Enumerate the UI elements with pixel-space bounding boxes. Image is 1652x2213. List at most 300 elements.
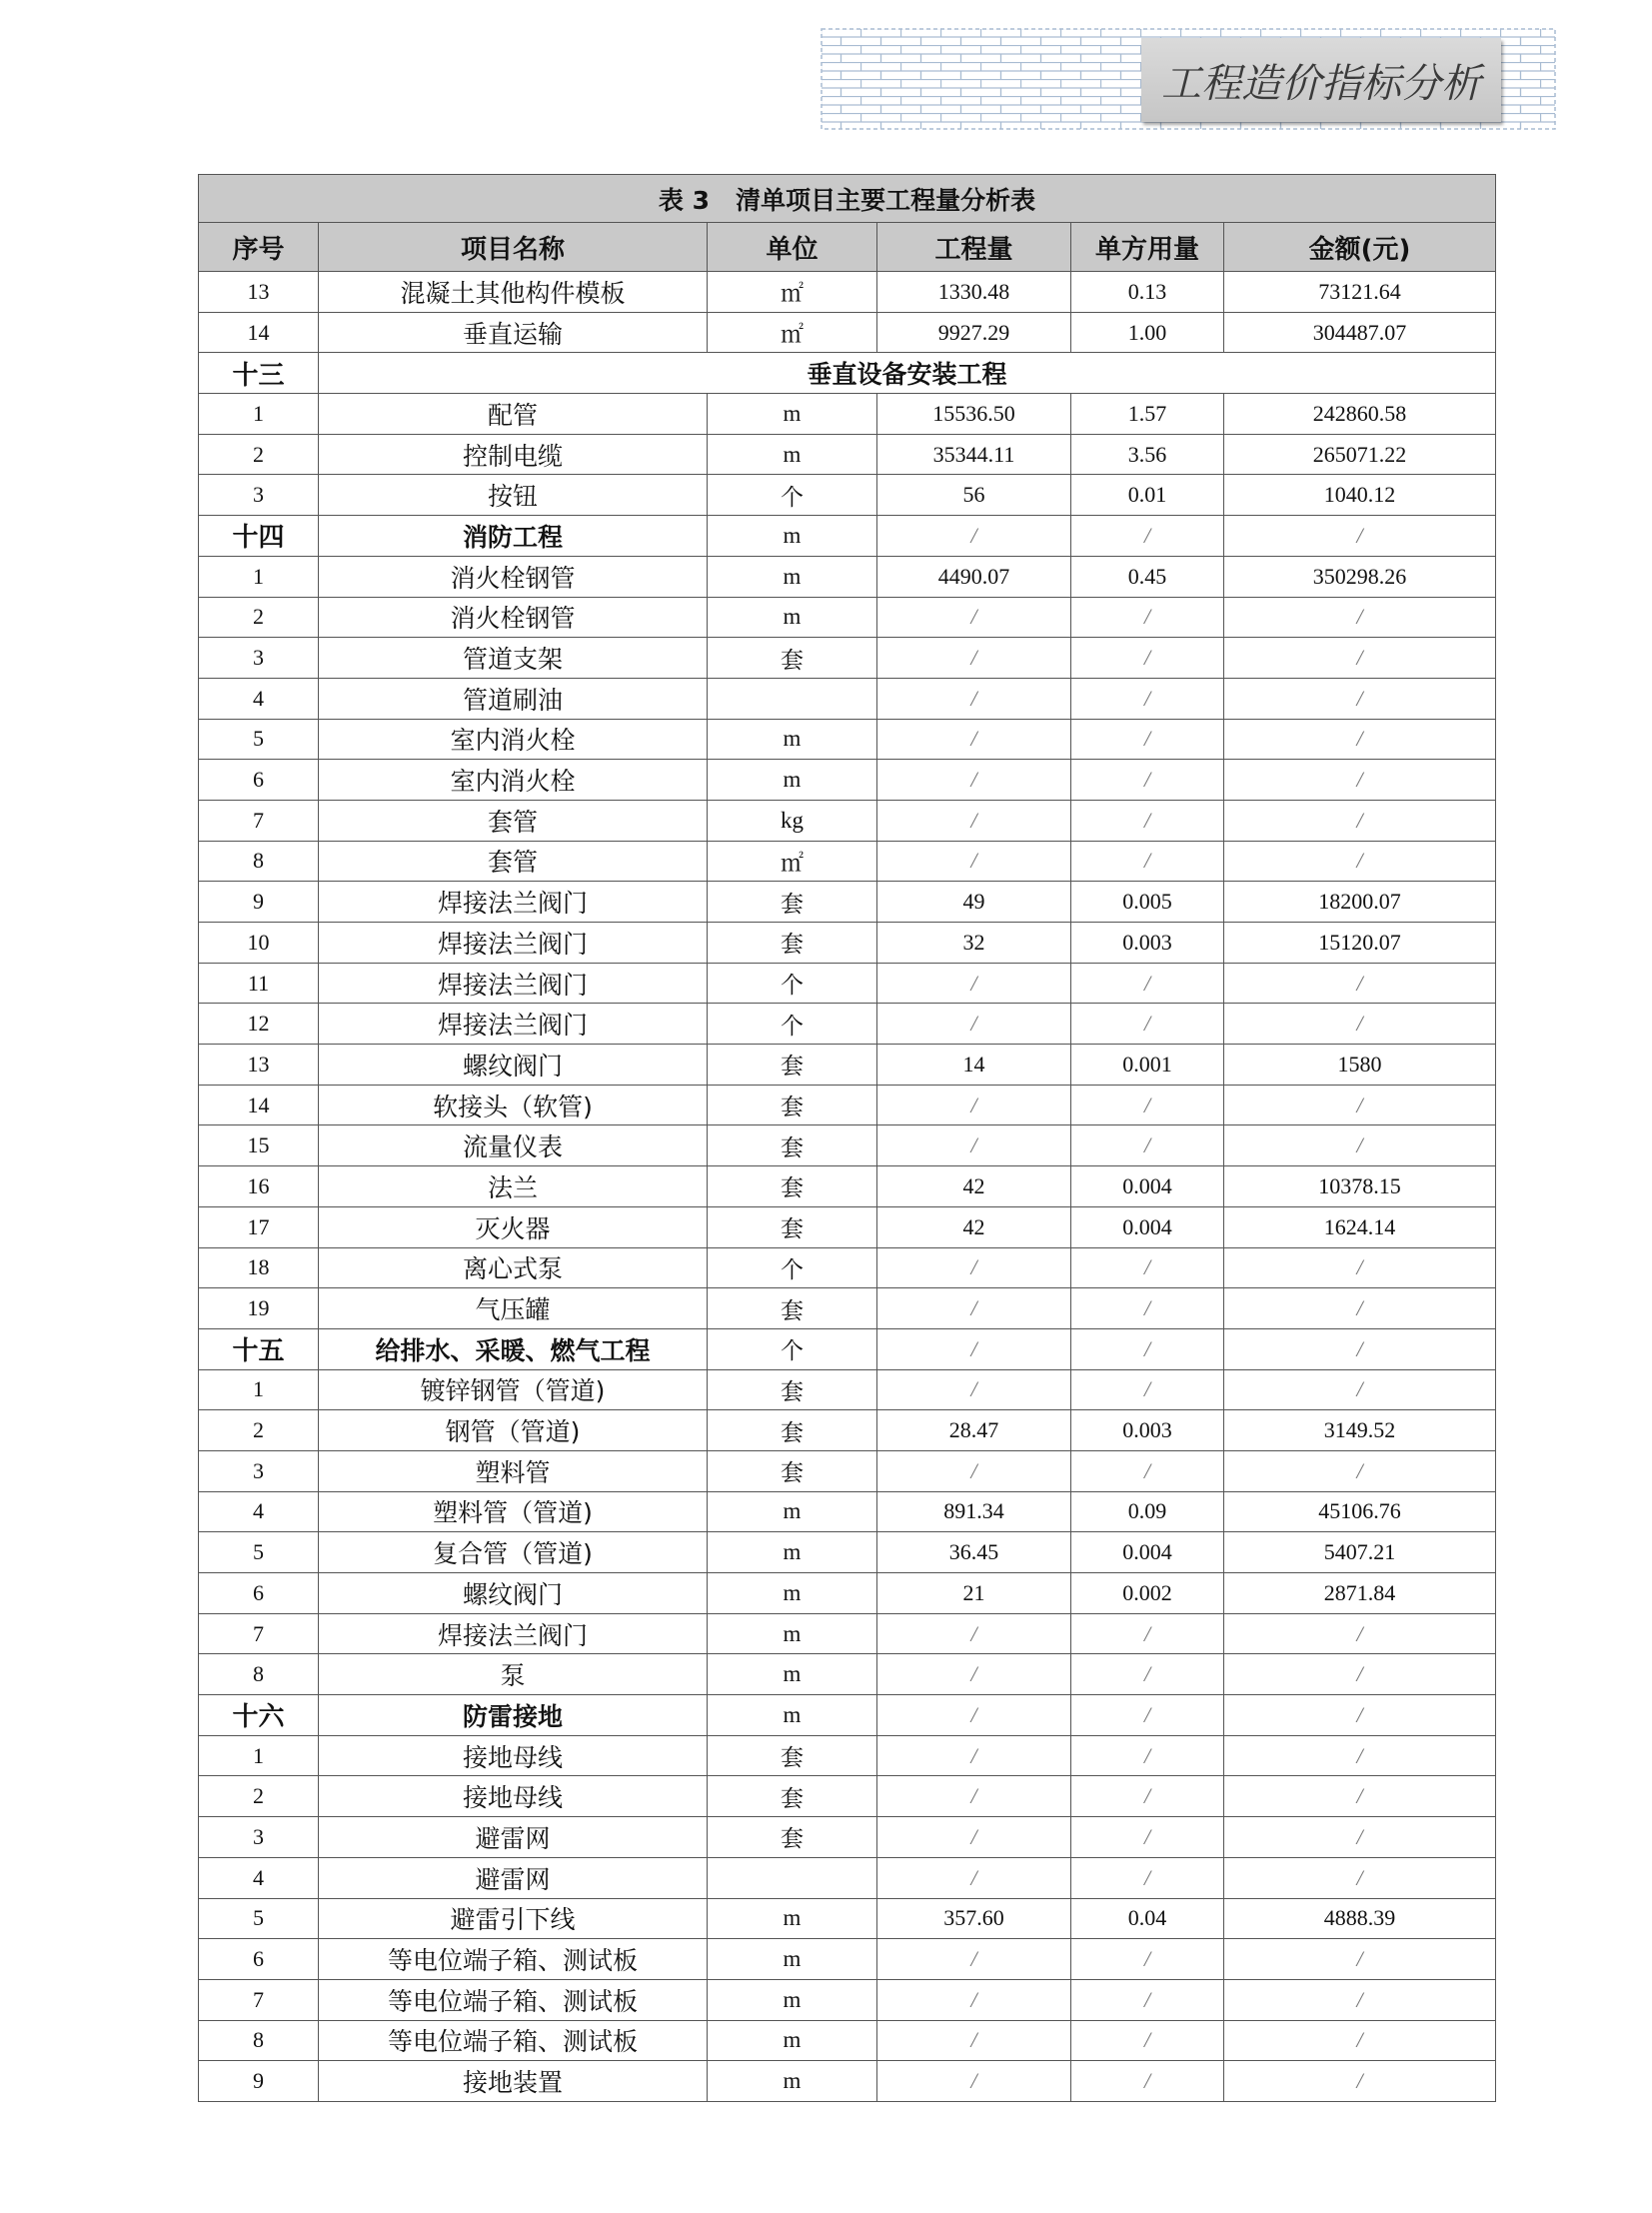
per-unit-cell: / bbox=[1071, 1247, 1224, 1288]
seq-cell: 3 bbox=[199, 1450, 319, 1491]
name-cell: 混凝土其他构件模板 bbox=[319, 272, 708, 313]
seq-cell: 1 bbox=[199, 1369, 319, 1410]
name-cell: 接地装置 bbox=[319, 2061, 708, 2102]
name-cell: 配管 bbox=[319, 394, 708, 435]
table-row bbox=[199, 434, 1496, 475]
name-cell: 接地母线 bbox=[319, 1735, 708, 1776]
unit-cell: 套 bbox=[708, 638, 877, 679]
per-unit-cell: 0.002 bbox=[1071, 1573, 1224, 1614]
unit-cell: 套 bbox=[708, 1410, 877, 1451]
per-unit-cell: / bbox=[1071, 1939, 1224, 1980]
name-cell: 消火栓钢管 bbox=[319, 556, 708, 597]
name-cell: 等电位端子箱、测试板 bbox=[319, 1979, 708, 2020]
quantity-cell: 35344.11 bbox=[877, 434, 1071, 475]
quantity-cell: / bbox=[877, 1450, 1071, 1491]
seq-cell: 1 bbox=[199, 556, 319, 597]
amount-cell: 15120.07 bbox=[1224, 923, 1496, 964]
per-unit-cell: 1.57 bbox=[1071, 394, 1224, 435]
seq-cell: 7 bbox=[199, 1613, 319, 1654]
seq-cell: 1 bbox=[199, 1735, 319, 1776]
name-cell: 塑料管（管道) bbox=[319, 1491, 708, 1532]
quantity-cell: / bbox=[877, 597, 1071, 638]
seq-cell: 10 bbox=[199, 923, 319, 964]
seq-cell: 4 bbox=[199, 1491, 319, 1532]
amount-cell: / bbox=[1224, 1369, 1496, 1410]
quantity-cell: / bbox=[877, 1979, 1071, 2020]
amount-cell: 45106.76 bbox=[1224, 1491, 1496, 1532]
seq-cell: 5 bbox=[199, 719, 319, 760]
amount-cell: / bbox=[1224, 800, 1496, 841]
unit-cell: m bbox=[708, 394, 877, 435]
table-row bbox=[199, 1532, 1496, 1573]
table-row bbox=[199, 2061, 1496, 2102]
table-row bbox=[199, 1613, 1496, 1654]
seq-cell: 十三 bbox=[199, 353, 319, 394]
per-unit-cell: 3.56 bbox=[1071, 434, 1224, 475]
per-unit-cell: 0.003 bbox=[1071, 923, 1224, 964]
seq-cell: 8 bbox=[199, 841, 319, 882]
name-cell: 焊接法兰阀门 bbox=[319, 1004, 708, 1045]
seq-cell: 十五 bbox=[199, 1328, 319, 1369]
column-header-amount: 金额(元) bbox=[1224, 223, 1496, 272]
seq-cell: 4 bbox=[199, 1857, 319, 1898]
table-caption: 表 3 清单项目主要工程量分析表 bbox=[199, 175, 1496, 223]
unit-cell: kg bbox=[708, 800, 877, 841]
section-row bbox=[199, 516, 1496, 557]
unit-cell: 个 bbox=[708, 1247, 877, 1288]
quantity-analysis-table bbox=[198, 174, 1496, 2102]
name-cell: 套管 bbox=[319, 841, 708, 882]
seq-cell: 5 bbox=[199, 1532, 319, 1573]
quantity-cell: / bbox=[877, 1857, 1071, 1898]
per-unit-cell: 0.003 bbox=[1071, 1410, 1224, 1451]
seq-cell: 15 bbox=[199, 1125, 319, 1166]
name-cell: 消防工程 bbox=[319, 516, 708, 557]
table-row bbox=[199, 1247, 1496, 1288]
per-unit-cell: 0.45 bbox=[1071, 556, 1224, 597]
unit-cell: m bbox=[708, 719, 877, 760]
per-unit-cell: / bbox=[1071, 1979, 1224, 2020]
quantity-cell: / bbox=[877, 1654, 1071, 1695]
amount-cell: / bbox=[1224, 1125, 1496, 1166]
name-cell: 控制电缆 bbox=[319, 434, 708, 475]
unit-cell: m bbox=[708, 2061, 877, 2102]
unit-cell: 套 bbox=[708, 1166, 877, 1207]
per-unit-cell: / bbox=[1071, 1695, 1224, 1736]
column-header-seq: 序号 bbox=[199, 223, 319, 272]
amount-cell: / bbox=[1224, 2020, 1496, 2061]
unit-cell: 套 bbox=[708, 1288, 877, 1329]
table-row bbox=[199, 1735, 1496, 1776]
quantity-cell: 9927.29 bbox=[877, 312, 1071, 353]
per-unit-cell: / bbox=[1071, 597, 1224, 638]
table-row bbox=[199, 597, 1496, 638]
per-unit-cell: 0.001 bbox=[1071, 1045, 1224, 1086]
table-row bbox=[199, 841, 1496, 882]
per-unit-cell: / bbox=[1071, 1613, 1224, 1654]
table-row bbox=[199, 638, 1496, 679]
seq-cell: 16 bbox=[199, 1166, 319, 1207]
quantity-cell: 891.34 bbox=[877, 1491, 1071, 1532]
quantity-cell: / bbox=[877, 963, 1071, 1004]
unit-cell: ㎡ bbox=[708, 272, 877, 313]
per-unit-cell: / bbox=[1071, 1288, 1224, 1329]
table-row bbox=[199, 923, 1496, 964]
quantity-cell: / bbox=[877, 1939, 1071, 1980]
per-unit-cell: / bbox=[1071, 800, 1224, 841]
name-cell: 气压罐 bbox=[319, 1288, 708, 1329]
unit-cell: 套 bbox=[708, 1817, 877, 1858]
seq-cell: 13 bbox=[199, 1045, 319, 1086]
seq-cell: 18 bbox=[199, 1247, 319, 1288]
quantity-cell: / bbox=[877, 1125, 1071, 1166]
quantity-cell: 32 bbox=[877, 923, 1071, 964]
name-cell: 室内消火栓 bbox=[319, 760, 708, 801]
seq-cell: 2 bbox=[199, 434, 319, 475]
seq-cell: 十六 bbox=[199, 1695, 319, 1736]
amount-cell: 1040.12 bbox=[1224, 475, 1496, 516]
per-unit-cell: / bbox=[1071, 719, 1224, 760]
per-unit-cell: / bbox=[1071, 678, 1224, 719]
unit-cell: 个 bbox=[708, 1004, 877, 1045]
seq-cell: 6 bbox=[199, 1573, 319, 1614]
quantity-cell: 21 bbox=[877, 1573, 1071, 1614]
seq-cell: 12 bbox=[199, 1004, 319, 1045]
section-title-cell: 垂直设备安装工程 bbox=[319, 353, 1496, 394]
unit-cell: 套 bbox=[708, 882, 877, 923]
table-caption-row bbox=[199, 175, 1496, 223]
table-row bbox=[199, 1410, 1496, 1451]
amount-cell: / bbox=[1224, 638, 1496, 679]
quantity-cell: 56 bbox=[877, 475, 1071, 516]
unit-cell: m bbox=[708, 1532, 877, 1573]
table-header-row bbox=[199, 223, 1496, 272]
amount-cell: / bbox=[1224, 1004, 1496, 1045]
table-row bbox=[199, 1857, 1496, 1898]
table-row bbox=[199, 272, 1496, 313]
name-cell: 接地母线 bbox=[319, 1776, 708, 1817]
quantity-cell: 4490.07 bbox=[877, 556, 1071, 597]
amount-cell: / bbox=[1224, 1979, 1496, 2020]
table-body bbox=[199, 272, 1496, 2102]
amount-cell: 1624.14 bbox=[1224, 1206, 1496, 1247]
table-row bbox=[199, 1450, 1496, 1491]
quantity-cell: / bbox=[877, 1817, 1071, 1858]
table-row bbox=[199, 1898, 1496, 1939]
amount-cell: / bbox=[1224, 516, 1496, 557]
amount-cell: / bbox=[1224, 1735, 1496, 1776]
name-cell: 管道支架 bbox=[319, 638, 708, 679]
unit-cell: m bbox=[708, 1613, 877, 1654]
seq-cell: 8 bbox=[199, 2020, 319, 2061]
column-header-quantity: 工程量 bbox=[877, 223, 1071, 272]
seq-cell: 7 bbox=[199, 1979, 319, 2020]
name-cell: 避雷引下线 bbox=[319, 1898, 708, 1939]
amount-cell: 4888.39 bbox=[1224, 1898, 1496, 1939]
quantity-cell: / bbox=[877, 800, 1071, 841]
amount-cell: 3149.52 bbox=[1224, 1410, 1496, 1451]
banner-title: 工程造价指标分析 bbox=[1161, 60, 1481, 107]
amount-cell: 5407.21 bbox=[1224, 1532, 1496, 1573]
unit-cell: 套 bbox=[708, 1735, 877, 1776]
quantity-cell: 42 bbox=[877, 1206, 1071, 1247]
per-unit-cell: 0.005 bbox=[1071, 882, 1224, 923]
amount-cell: / bbox=[1224, 841, 1496, 882]
seq-cell: 7 bbox=[199, 800, 319, 841]
unit-cell: m bbox=[708, 556, 877, 597]
seq-cell: 5 bbox=[199, 1898, 319, 1939]
quantity-cell: / bbox=[877, 1735, 1071, 1776]
amount-cell: / bbox=[1224, 678, 1496, 719]
name-cell: 软接头（软管) bbox=[319, 1085, 708, 1125]
table-row bbox=[199, 1369, 1496, 1410]
amount-cell: 265071.22 bbox=[1224, 434, 1496, 475]
table-row bbox=[199, 1654, 1496, 1695]
table-row bbox=[199, 312, 1496, 353]
quantity-cell: / bbox=[877, 1776, 1071, 1817]
table-row bbox=[199, 1817, 1496, 1858]
unit-cell: m bbox=[708, 2020, 877, 2061]
amount-cell: 242860.58 bbox=[1224, 394, 1496, 435]
quantity-cell: 14 bbox=[877, 1045, 1071, 1086]
quantity-cell: 42 bbox=[877, 1166, 1071, 1207]
name-cell: 法兰 bbox=[319, 1166, 708, 1207]
name-cell: 流量仪表 bbox=[319, 1125, 708, 1166]
name-cell: 等电位端子箱、测试板 bbox=[319, 2020, 708, 2061]
seq-cell: 11 bbox=[199, 963, 319, 1004]
amount-cell: / bbox=[1224, 1857, 1496, 1898]
name-cell: 给排水、采暖、燃气工程 bbox=[319, 1328, 708, 1369]
seq-cell: 十四 bbox=[199, 516, 319, 557]
quantity-cell: / bbox=[877, 1695, 1071, 1736]
unit-cell bbox=[708, 1857, 877, 1898]
quantity-cell: / bbox=[877, 516, 1071, 557]
quantity-cell: / bbox=[877, 1004, 1071, 1045]
section-row bbox=[199, 353, 1496, 394]
column-header-per-unit: 单方用量 bbox=[1071, 223, 1224, 272]
name-cell: 复合管（管道) bbox=[319, 1532, 708, 1573]
per-unit-cell: 0.004 bbox=[1071, 1532, 1224, 1573]
per-unit-cell: / bbox=[1071, 1369, 1224, 1410]
unit-cell: 个 bbox=[708, 1328, 877, 1369]
unit-cell: 套 bbox=[708, 1045, 877, 1086]
unit-cell: m bbox=[708, 760, 877, 801]
quantity-cell: 15536.50 bbox=[877, 394, 1071, 435]
per-unit-cell: / bbox=[1071, 2020, 1224, 2061]
quantity-cell: / bbox=[877, 1369, 1071, 1410]
quantity-cell: / bbox=[877, 1085, 1071, 1125]
quantity-cell: / bbox=[877, 638, 1071, 679]
column-header-unit: 单位 bbox=[708, 223, 877, 272]
amount-cell: / bbox=[1224, 2061, 1496, 2102]
table-row bbox=[199, 2020, 1496, 2061]
unit-cell: m bbox=[708, 1654, 877, 1695]
seq-cell: 3 bbox=[199, 1817, 319, 1858]
per-unit-cell: / bbox=[1071, 1328, 1224, 1369]
unit-cell: 套 bbox=[708, 1125, 877, 1166]
per-unit-cell: / bbox=[1071, 1654, 1224, 1695]
amount-cell: / bbox=[1224, 1613, 1496, 1654]
table-row bbox=[199, 1776, 1496, 1817]
per-unit-cell: / bbox=[1071, 638, 1224, 679]
per-unit-cell: / bbox=[1071, 841, 1224, 882]
amount-cell: 10378.15 bbox=[1224, 1166, 1496, 1207]
unit-cell: 套 bbox=[708, 1450, 877, 1491]
amount-cell: / bbox=[1224, 963, 1496, 1004]
per-unit-cell: / bbox=[1071, 1817, 1224, 1858]
header-banner bbox=[821, 28, 1556, 130]
seq-cell: 9 bbox=[199, 2061, 319, 2102]
per-unit-cell: / bbox=[1071, 1085, 1224, 1125]
per-unit-cell: / bbox=[1071, 1857, 1224, 1898]
amount-cell: 304487.07 bbox=[1224, 312, 1496, 353]
seq-cell: 4 bbox=[199, 678, 319, 719]
per-unit-cell: 0.13 bbox=[1071, 272, 1224, 313]
seq-cell: 2 bbox=[199, 1776, 319, 1817]
seq-cell: 14 bbox=[199, 312, 319, 353]
amount-cell: / bbox=[1224, 1450, 1496, 1491]
unit-cell: m bbox=[708, 434, 877, 475]
quantity-cell: / bbox=[877, 678, 1071, 719]
amount-cell: / bbox=[1224, 1085, 1496, 1125]
unit-cell: 个 bbox=[708, 475, 877, 516]
quantity-cell: / bbox=[877, 1613, 1071, 1654]
amount-cell: / bbox=[1224, 1247, 1496, 1288]
quantity-cell: 1330.48 bbox=[877, 272, 1071, 313]
table-row bbox=[199, 678, 1496, 719]
banner-title-box bbox=[1141, 38, 1501, 122]
table-row bbox=[199, 882, 1496, 923]
amount-cell: / bbox=[1224, 597, 1496, 638]
table-row bbox=[199, 719, 1496, 760]
quantity-cell: / bbox=[877, 1328, 1071, 1369]
amount-cell: 350298.26 bbox=[1224, 556, 1496, 597]
table-row bbox=[199, 1085, 1496, 1125]
unit-cell: ㎡ bbox=[708, 312, 877, 353]
amount-cell: / bbox=[1224, 1288, 1496, 1329]
amount-cell: / bbox=[1224, 1817, 1496, 1858]
quantity-cell: / bbox=[877, 1247, 1071, 1288]
per-unit-cell: / bbox=[1071, 1004, 1224, 1045]
name-cell: 钢管（管道) bbox=[319, 1410, 708, 1451]
unit-cell: 套 bbox=[708, 1369, 877, 1410]
seq-cell: 2 bbox=[199, 1410, 319, 1451]
quantity-cell: / bbox=[877, 2020, 1071, 2061]
table-row bbox=[199, 394, 1496, 435]
per-unit-cell: / bbox=[1071, 1776, 1224, 1817]
unit-cell: 套 bbox=[708, 1085, 877, 1125]
quantity-cell: 36.45 bbox=[877, 1532, 1071, 1573]
seq-cell: 3 bbox=[199, 475, 319, 516]
name-cell: 室内消火栓 bbox=[319, 719, 708, 760]
section-row bbox=[199, 1695, 1496, 1736]
name-cell: 管道刷油 bbox=[319, 678, 708, 719]
amount-cell: / bbox=[1224, 760, 1496, 801]
unit-cell: m bbox=[708, 1979, 877, 2020]
name-cell: 焊接法兰阀门 bbox=[319, 1613, 708, 1654]
quantity-cell: / bbox=[877, 841, 1071, 882]
per-unit-cell: 1.00 bbox=[1071, 312, 1224, 353]
table-row bbox=[199, 1166, 1496, 1207]
name-cell: 焊接法兰阀门 bbox=[319, 963, 708, 1004]
per-unit-cell: 0.01 bbox=[1071, 475, 1224, 516]
amount-cell: / bbox=[1224, 1695, 1496, 1736]
table-row bbox=[199, 475, 1496, 516]
name-cell: 避雷网 bbox=[319, 1857, 708, 1898]
name-cell: 灭火器 bbox=[319, 1206, 708, 1247]
name-cell: 焊接法兰阀门 bbox=[319, 882, 708, 923]
name-cell: 焊接法兰阀门 bbox=[319, 923, 708, 964]
table-row bbox=[199, 1004, 1496, 1045]
unit-cell: m bbox=[708, 1573, 877, 1614]
unit-cell: m bbox=[708, 1695, 877, 1736]
name-cell: 塑料管 bbox=[319, 1450, 708, 1491]
section-row bbox=[199, 1328, 1496, 1369]
name-cell: 避雷网 bbox=[319, 1817, 708, 1858]
table-row bbox=[199, 1573, 1496, 1614]
per-unit-cell: 0.004 bbox=[1071, 1206, 1224, 1247]
table-row bbox=[199, 800, 1496, 841]
seq-cell: 2 bbox=[199, 597, 319, 638]
seq-cell: 19 bbox=[199, 1288, 319, 1329]
per-unit-cell: / bbox=[1071, 1735, 1224, 1776]
table-row bbox=[199, 963, 1496, 1004]
unit-cell: 套 bbox=[708, 923, 877, 964]
quantity-cell: / bbox=[877, 760, 1071, 801]
name-cell: 等电位端子箱、测试板 bbox=[319, 1939, 708, 1980]
per-unit-cell: / bbox=[1071, 760, 1224, 801]
seq-cell: 13 bbox=[199, 272, 319, 313]
amount-cell: / bbox=[1224, 719, 1496, 760]
per-unit-cell: 0.004 bbox=[1071, 1166, 1224, 1207]
amount-cell: / bbox=[1224, 1328, 1496, 1369]
quantity-cell: / bbox=[877, 719, 1071, 760]
name-cell: 螺纹阀门 bbox=[319, 1573, 708, 1614]
table-row bbox=[199, 556, 1496, 597]
seq-cell: 17 bbox=[199, 1206, 319, 1247]
quantity-cell: 28.47 bbox=[877, 1410, 1071, 1451]
column-header-name: 项目名称 bbox=[319, 223, 708, 272]
quantity-cell: / bbox=[877, 1288, 1071, 1329]
unit-cell: m bbox=[708, 1939, 877, 1980]
seq-cell: 6 bbox=[199, 1939, 319, 1980]
name-cell: 套管 bbox=[319, 800, 708, 841]
seq-cell: 6 bbox=[199, 760, 319, 801]
per-unit-cell: 0.09 bbox=[1071, 1491, 1224, 1532]
per-unit-cell: 0.04 bbox=[1071, 1898, 1224, 1939]
per-unit-cell: / bbox=[1071, 1125, 1224, 1166]
per-unit-cell: / bbox=[1071, 516, 1224, 557]
seq-cell: 1 bbox=[199, 394, 319, 435]
seq-cell: 3 bbox=[199, 638, 319, 679]
quantity-cell: 49 bbox=[877, 882, 1071, 923]
per-unit-cell: / bbox=[1071, 963, 1224, 1004]
unit-cell: 个 bbox=[708, 963, 877, 1004]
table-row bbox=[199, 1491, 1496, 1532]
unit-cell: m bbox=[708, 1898, 877, 1939]
name-cell: 防雷接地 bbox=[319, 1695, 708, 1736]
unit-cell: 套 bbox=[708, 1776, 877, 1817]
amount-cell: / bbox=[1224, 1939, 1496, 1980]
table-row bbox=[199, 1288, 1496, 1329]
table-row bbox=[199, 1979, 1496, 2020]
unit-cell: 套 bbox=[708, 1206, 877, 1247]
seq-cell: 14 bbox=[199, 1085, 319, 1125]
table-row bbox=[199, 1125, 1496, 1166]
name-cell: 泵 bbox=[319, 1654, 708, 1695]
name-cell: 螺纹阀门 bbox=[319, 1045, 708, 1086]
amount-cell: / bbox=[1224, 1776, 1496, 1817]
